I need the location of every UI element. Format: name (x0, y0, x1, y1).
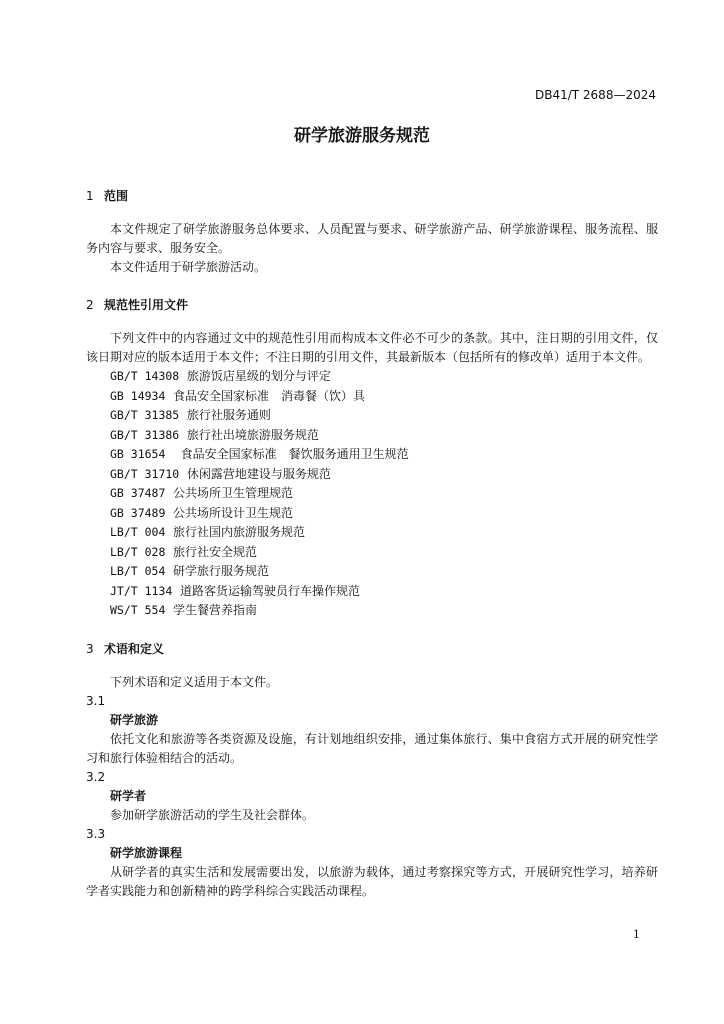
reference-title: 旅行社出境旅游服务规范 (186, 427, 319, 442)
reference-code: GB/T 31386 (110, 427, 180, 442)
reference-item (86, 426, 658, 446)
reference-title: 旅行社国内旅游服务规范 (173, 525, 306, 539)
reference-title: 公共场所设计卫生规范 (173, 505, 294, 520)
page-number: 1 (633, 928, 640, 941)
reference-title: 旅行社服务通则 (186, 408, 271, 422)
reference-code: GB 37489 (110, 505, 166, 520)
reference-title: 研学旅行服务规范 (173, 564, 270, 578)
section-number: 3 (86, 641, 94, 656)
reference-title: 食品安全国家标准 消毒餐（饮）具 (173, 388, 366, 403)
reference-item (86, 504, 658, 524)
section-title: 规范性引用文件 (104, 298, 189, 312)
scope-paragraph: 本文件适用于研学旅游活动。 (110, 260, 267, 274)
term-entry (86, 825, 658, 901)
reference-code: WS/T 554 (110, 603, 166, 617)
reference-code: LB/T 028 (110, 544, 166, 559)
reference-title: 公共场所卫生管理规范 (173, 486, 294, 500)
term-name: 研学者 (110, 788, 147, 803)
term-entry (86, 768, 658, 825)
term-definition: 从研学者的真实生活和发展需要出发，以旅游为载体，通过考察探究等方式，开展研究性学习，培养研学者实践能力和创新精神的跨学科综合实践活动课程。 (86, 864, 658, 898)
reference-code: GB 31654 (110, 447, 166, 461)
document-title: 研学旅游服务规范 (294, 126, 430, 146)
document-body (86, 186, 658, 901)
reference-title: 食品安全国家标准 餐饮服务通用卫生规范 (180, 447, 409, 461)
term-name: 研学旅游课程 (110, 845, 183, 860)
reference-item (86, 406, 658, 426)
term-number: 3.2 (86, 769, 106, 784)
reference-title: 旅行社安全规范 (173, 544, 258, 559)
section-title: 范围 (104, 189, 129, 203)
section-title: 术语和定义 (104, 641, 165, 656)
term-number: 3.3 (86, 826, 106, 841)
reference-title: 学生餐营养指南 (173, 603, 258, 617)
reference-title: 道路客货运输驾驶员行车操作规范 (179, 583, 360, 598)
reference-item (86, 582, 658, 602)
section-heading-terms (86, 639, 658, 659)
reference-item (86, 543, 658, 563)
reference-item (86, 484, 658, 504)
reference-item (86, 387, 658, 407)
terms-intro: 下列术语和定义适用于本文件。 (110, 674, 279, 689)
reference-code: LB/T 054 (110, 564, 166, 578)
reference-list (86, 367, 658, 621)
term-definition: 依托文化和旅游等各类资源及设施，有计划地组织安排，通过集体旅行、集中食宿方式开展的研究性学习和旅行体验相结合的活动。 (86, 731, 658, 765)
reference-code: JT/T 1134 (110, 583, 173, 598)
reference-code: LB/T 004 (110, 525, 166, 539)
reference-code: GB/T 31385 (110, 408, 180, 422)
section-number: 1 (86, 189, 94, 203)
reference-item (86, 367, 658, 387)
reference-item (86, 601, 658, 621)
reference-code: GB/T 31710 (110, 466, 180, 481)
reference-item (86, 562, 658, 582)
reference-code: GB 37487 (110, 486, 166, 500)
reference-title: 旅游饭店星级的划分与评定 (186, 369, 331, 383)
section-number: 2 (86, 298, 94, 312)
term-number: 3.1 (86, 693, 106, 708)
document-id: DB41/T 2688—2024 (534, 88, 656, 102)
reference-code: GB 14934 (110, 388, 166, 403)
reference-item (86, 465, 658, 485)
reference-title: 休闲露营地建设与服务规范 (186, 466, 331, 481)
reference-code: GB/T 14308 (110, 369, 180, 383)
term-entry (86, 692, 658, 768)
section-heading-normative-references (86, 295, 658, 315)
scope-paragraph: 本文件规定了研学旅游服务总体要求、人员配置与要求、研学旅游产品、研学旅游课程、服务流程、服务内容与要求、服务安全。 (86, 222, 658, 255)
reference-item (86, 445, 658, 465)
section-heading-scope (86, 186, 658, 206)
normative-intro: 下列文件中的内容通过文中的规范性引用而构成本文件必不可少的条款。其中，注日期的引用文件，仅该日期对应的版本适用于本文件；不注日期的引用文件，其最新版本（包括所有的修改单）适用于本文件。 (86, 331, 658, 364)
reference-item (86, 523, 658, 543)
term-definition: 参加研学旅游活动的学生及社会群体。 (110, 807, 315, 822)
term-name: 研学旅游 (110, 712, 159, 727)
